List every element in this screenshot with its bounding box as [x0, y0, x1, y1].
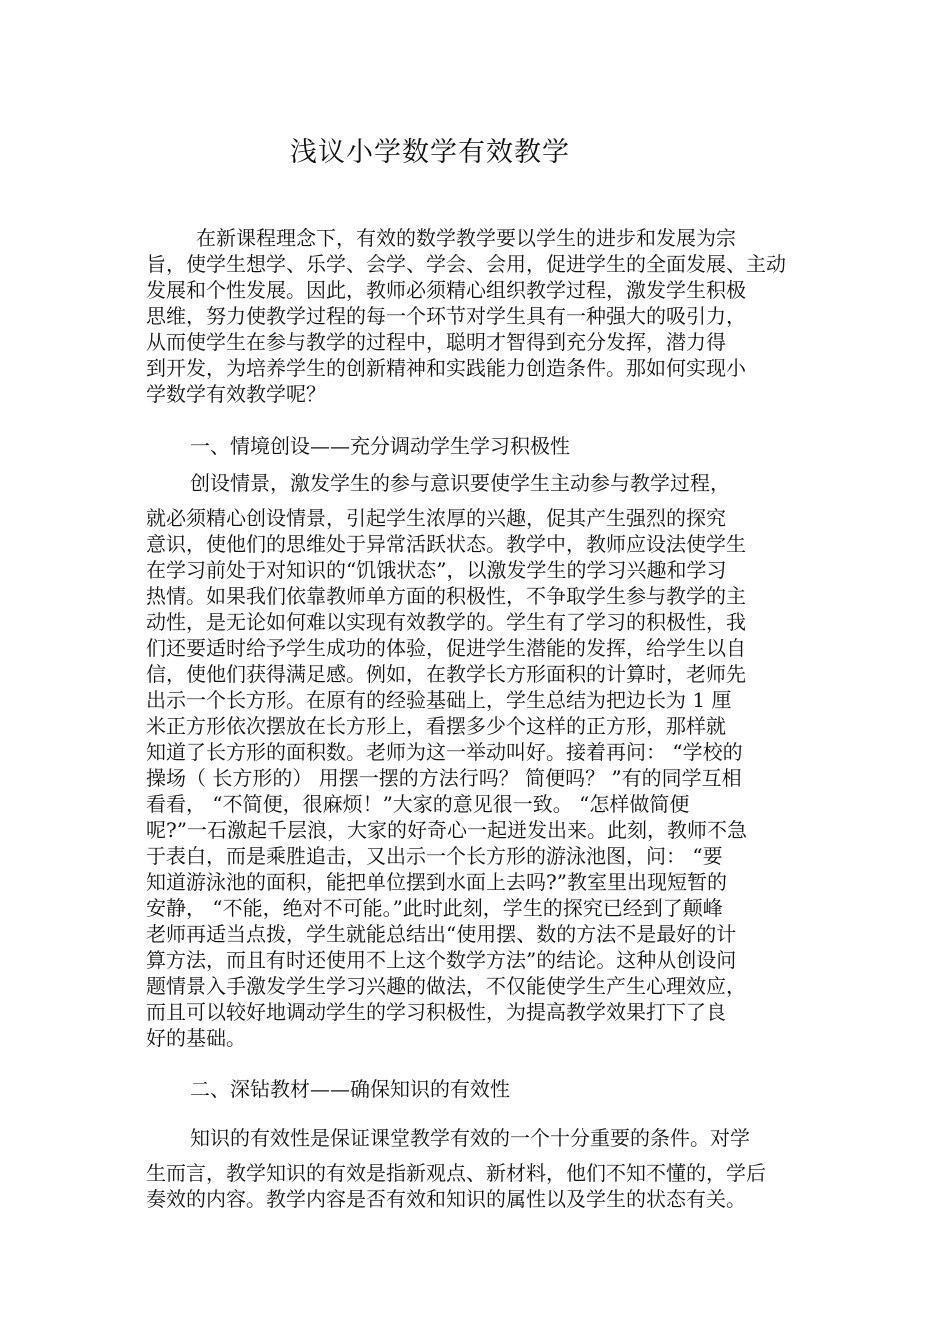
- section-1-heading: 一、情境创设——充分调动学生学习积极性: [190, 434, 570, 458]
- intro-line: 从而使学生在参与教学的过程中，聪明才智得到充分发挥，潜力得: [146, 330, 726, 354]
- section-1-first-line: 创设情景，激发学生的参与意识要使学生主动参与教学过程，: [190, 471, 730, 495]
- section-2-line: 生而言，教学知识的有效是指新观点、新材料，他们不知不懂的，学后: [146, 1161, 766, 1185]
- section-1-line: 热情。如果我们依靠教师单方面的积极性，不争取学生参与教学的主: [146, 584, 746, 608]
- intro-line: 学数学有效教学呢？: [146, 382, 326, 406]
- section-1-line: 出示一个长方形。在原有的经验基础上，学生总结为把边长为 1 厘: [146, 688, 732, 712]
- section-1-line: 信，使他们获得满足感。例如，在教学长方形面积的计算时，老师先: [146, 662, 746, 686]
- section-1-line: 意识，使他们的思维处于异常活跃状态。教学中，教师应设法使学生: [146, 532, 746, 556]
- intro-line: 在新课程理念下，有效的数学教学要以学生的进步和发展为宗: [196, 226, 736, 250]
- intro-line: 发展和个性发展。因此，教师必须精心组织教学过程，激发学生积极: [146, 278, 746, 302]
- section-1-line: 看看， “不简便，很麻烦！”大家的意见很一致。 “怎样做简便: [146, 792, 690, 816]
- section-1-line: 安静， “不能，绝对不可能。”此时此刻，学生的探究已经到了颠峰: [146, 896, 723, 920]
- section-1-line: 操场（ 长方形的） 用摆一摆的方法行吗？ 简便吗？ ”有的同学互相: [146, 766, 742, 790]
- section-1-line: 老师再适当点拨，学生就能总结出“使用摆、数的方法不是最好的计: [146, 922, 737, 946]
- section-1-line: 题情景入手激发学生学习兴趣的做法，不仅能使学生产生心理效应，: [146, 974, 746, 998]
- intro-line: 到开发，为培养学生的创新精神和实践能力创造条件。那如何实现小: [146, 356, 746, 380]
- intro-line: 思维，努力使教学过程的每一个环节对学生具有一种强大的吸引力，: [146, 304, 746, 328]
- document-title: 浅议小学数学有效教学: [290, 137, 570, 168]
- section-1-line: 米正方形依次摆放在长方形上，看摆多少个这样的正方形，那样就: [146, 714, 726, 738]
- section-1-line: 动性，是无论如何难以实现有效教学的。学生有了学习的积极性，我: [146, 610, 746, 634]
- section-1-line: 好的基础。: [146, 1026, 246, 1050]
- intro-paragraph: [146, 225, 806, 407]
- section-1-line: 于表白，而是乘胜追击，又出示一个长方形的游泳池图，问： “要: [146, 844, 723, 868]
- section-2-paragraph: [146, 1160, 806, 1212]
- section-1-line: 知道了长方形的面积数。老师为这一举动叫好。接着再问： “学校的: [146, 740, 743, 764]
- section-2-first-line: 知识的有效性是保证课堂教学有效的一个十分重要的条件。对学: [190, 1126, 750, 1150]
- section-1-line: 而且可以较好地调动学生的学习积极性，为提高教学效果打下了良: [146, 1000, 726, 1024]
- section-1-line: 呢?”一石激起千层浪，大家的好奇心一起迸发出来。此刻，教师不急: [146, 818, 747, 842]
- section-1-line: 们还要适时给予学生成功的体验，促进学生潜能的发挥，给学生以自: [146, 636, 746, 660]
- section-1-paragraph: [146, 505, 806, 1051]
- section-1-line: 就必须精心创设情景，引起学生浓厚的兴趣，促其产生强烈的探究: [146, 506, 726, 530]
- section-2-heading: 二、深钻教材——确保知识的有效性: [190, 1077, 510, 1101]
- intro-line: 旨，使学生想学、乐学、会学、学会、会用，促进学生的全面发展、主动: [146, 252, 786, 276]
- section-1-line: 知道游泳池的面积，能把单位摆到水面上去吗?”教室里出现短暂的: [146, 870, 727, 894]
- section-1-line: 在学习前处于对知识的“饥饿状态”，以激发学生的学习兴趣和学习: [146, 558, 727, 582]
- section-2-line: 奏效的内容。教学内容是否有效和知识的属性以及学生的状态有关。: [146, 1187, 746, 1211]
- section-1-line: 算方法，而且有时还使用不上这个数学方法”的结论。这种从创设问: [146, 948, 737, 972]
